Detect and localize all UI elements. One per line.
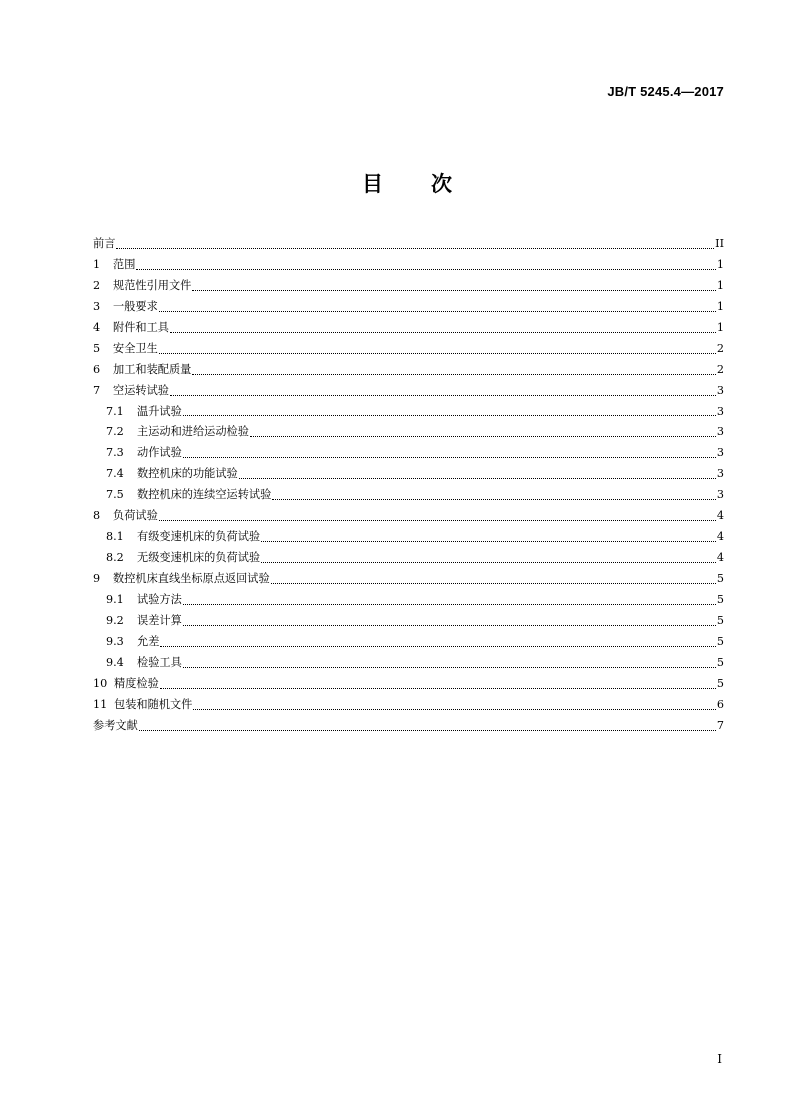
toc-entry-number: 7.3 <box>106 446 124 460</box>
toc-entry[interactable] <box>93 422 724 443</box>
toc-entry-page: 5 <box>716 572 724 585</box>
toc-entry-label: 动作试验 <box>137 446 182 460</box>
toc-entry[interactable] <box>93 527 724 548</box>
toc-entry-page: 6 <box>716 697 724 711</box>
toc-entry-label: 前言 <box>93 237 116 250</box>
toc-title-char-1: 目 <box>362 172 383 196</box>
toc-entry[interactable] <box>93 695 724 716</box>
toc-entry-page: 1 <box>716 257 724 271</box>
toc-entry-label: 主运动和进给运动检验 <box>137 425 249 439</box>
table-of-contents <box>93 234 724 737</box>
toc-entry[interactable] <box>93 548 724 569</box>
toc-dot-leader <box>183 603 716 605</box>
toc-dot-leader <box>183 456 716 458</box>
toc-entry[interactable] <box>93 443 724 464</box>
toc-entry-number: 7 <box>93 383 101 397</box>
toc-entry-number: 6 <box>93 362 101 376</box>
toc-dot-leader <box>192 373 716 375</box>
toc-entry-label: 允差 <box>137 634 160 648</box>
toc-entry-page: 5 <box>716 613 724 627</box>
toc-entry-page: 5 <box>716 634 724 648</box>
toc-entry-number: 1 <box>93 257 101 271</box>
toc-entry-page: 3 <box>716 383 724 397</box>
toc-entry-page: 2 <box>716 341 724 355</box>
toc-dot-leader <box>183 666 716 668</box>
toc-entry[interactable] <box>93 381 724 402</box>
toc-entry-page: 5 <box>716 592 724 606</box>
toc-entry-page: 7 <box>716 718 724 732</box>
toc-entry-page: 3 <box>716 425 724 439</box>
toc-entry-label: 检验工具 <box>137 655 182 669</box>
toc-entry-number: 3 <box>93 299 101 313</box>
toc-entry[interactable] <box>93 674 724 695</box>
toc-entry[interactable] <box>93 318 724 339</box>
toc-entry-number: 5 <box>93 341 101 355</box>
toc-entry-number: 9 <box>93 572 101 585</box>
toc-entry[interactable] <box>93 276 724 297</box>
toc-entry-page: 1 <box>716 299 724 313</box>
toc-dot-leader <box>159 310 716 312</box>
toc-entry-label: 负荷试验 <box>113 509 158 523</box>
toc-entry-label: 包装和随机文件 <box>114 697 193 711</box>
toc-entry-label: 数控机床的功能试验 <box>137 467 238 481</box>
toc-dot-leader <box>160 645 715 647</box>
footer-page-number: I <box>717 1052 722 1066</box>
toc-entry-number: 7.5 <box>106 488 124 502</box>
toc-title-char-2: 次 <box>431 172 452 196</box>
toc-title <box>0 168 792 198</box>
toc-entry-label: 精度检验 <box>114 676 159 690</box>
toc-dot-leader <box>170 394 716 396</box>
toc-dot-leader <box>159 352 716 354</box>
toc-entry-number: 8.1 <box>106 530 124 544</box>
toc-entry[interactable] <box>93 255 724 276</box>
toc-entry-number: 7.1 <box>106 404 124 418</box>
toc-entry-page: 1 <box>716 278 724 292</box>
toc-dot-leader <box>160 687 716 689</box>
toc-entry-label: 参考文献 <box>93 718 138 732</box>
toc-entry-label: 误差计算 <box>137 613 182 627</box>
toc-entry-label: 试验方法 <box>137 592 182 606</box>
toc-entry[interactable] <box>93 234 724 255</box>
toc-entry-number: 7.2 <box>106 425 124 439</box>
toc-entry-label: 空运转试验 <box>113 383 169 397</box>
toc-dot-leader <box>159 519 716 521</box>
toc-entry-label: 安全卫生 <box>113 341 158 355</box>
toc-entry-page: 4 <box>716 509 724 523</box>
toc-dot-leader <box>183 414 716 416</box>
toc-entry-label: 数控机床直线坐标原点返回试验 <box>113 572 270 585</box>
toc-entry-number: 2 <box>93 278 101 292</box>
toc-entry[interactable] <box>93 632 724 653</box>
toc-entry-label: 一般要求 <box>113 299 158 313</box>
toc-entry[interactable] <box>93 360 724 381</box>
toc-entry-label: 范围 <box>113 257 136 271</box>
toc-entry-label: 有级变速机床的负荷试验 <box>137 530 261 544</box>
toc-entry-number: 9.4 <box>106 655 124 669</box>
toc-entry-page: 3 <box>716 404 724 418</box>
toc-dot-leader <box>192 289 716 291</box>
toc-entry-number: 7.4 <box>106 467 124 481</box>
toc-entry-number: 4 <box>93 320 101 334</box>
toc-dot-leader <box>139 729 716 731</box>
standard-code: JB/T 5245.4—2017 <box>607 84 724 99</box>
toc-entry-number: 10 <box>93 676 108 690</box>
toc-entry-page: 3 <box>716 488 724 502</box>
toc-entry-number: 11 <box>93 697 108 711</box>
toc-entry[interactable] <box>93 485 724 506</box>
toc-entry-page: II <box>715 237 724 250</box>
toc-entry-page: 4 <box>716 530 724 544</box>
toc-dot-leader <box>170 331 716 333</box>
toc-entry-label: 加工和装配质量 <box>113 362 192 376</box>
toc-entry-label: 附件和工具 <box>113 320 169 334</box>
toc-entry[interactable] <box>93 339 724 360</box>
toc-entry-label: 无级变速机床的负荷试验 <box>137 551 261 565</box>
toc-entry-label: 数控机床的连续空运转试验 <box>137 488 272 502</box>
toc-dot-leader <box>183 624 716 626</box>
toc-entry[interactable] <box>93 653 724 674</box>
toc-entry-number: 8.2 <box>106 551 124 565</box>
toc-entry-number: 9.3 <box>106 634 124 648</box>
toc-entry-number: 8 <box>93 509 101 523</box>
toc-entry[interactable] <box>93 464 724 485</box>
toc-dot-leader <box>193 708 716 710</box>
toc-entry[interactable] <box>93 590 724 611</box>
toc-entry-label: 规范性引用文件 <box>113 278 192 292</box>
toc-entry-label: 温升试验 <box>137 404 182 418</box>
toc-entry[interactable] <box>93 569 724 590</box>
toc-dot-leader <box>261 561 716 563</box>
toc-entry-page: 2 <box>716 362 724 376</box>
toc-dot-leader <box>136 268 715 270</box>
toc-entry-number: 9.1 <box>106 592 124 606</box>
toc-entry-page: 5 <box>716 676 724 690</box>
toc-dot-leader <box>272 498 716 500</box>
toc-entry-page: 4 <box>716 551 724 565</box>
toc-entry-page: 1 <box>716 320 724 334</box>
toc-dot-leader <box>250 435 716 437</box>
toc-entry[interactable] <box>93 611 724 632</box>
toc-entry[interactable] <box>93 402 724 423</box>
toc-entry[interactable] <box>93 297 724 318</box>
toc-entry-page: 3 <box>716 446 724 460</box>
toc-entry-number: 9.2 <box>106 613 124 627</box>
toc-dot-leader <box>271 582 716 584</box>
toc-dot-leader <box>239 477 716 479</box>
toc-entry-page: 3 <box>716 467 724 481</box>
toc-entry-page: 5 <box>716 655 724 669</box>
toc-entry[interactable] <box>93 716 724 737</box>
toc-dot-leader <box>116 247 714 249</box>
toc-dot-leader <box>261 540 716 542</box>
toc-entry[interactable] <box>93 506 724 527</box>
